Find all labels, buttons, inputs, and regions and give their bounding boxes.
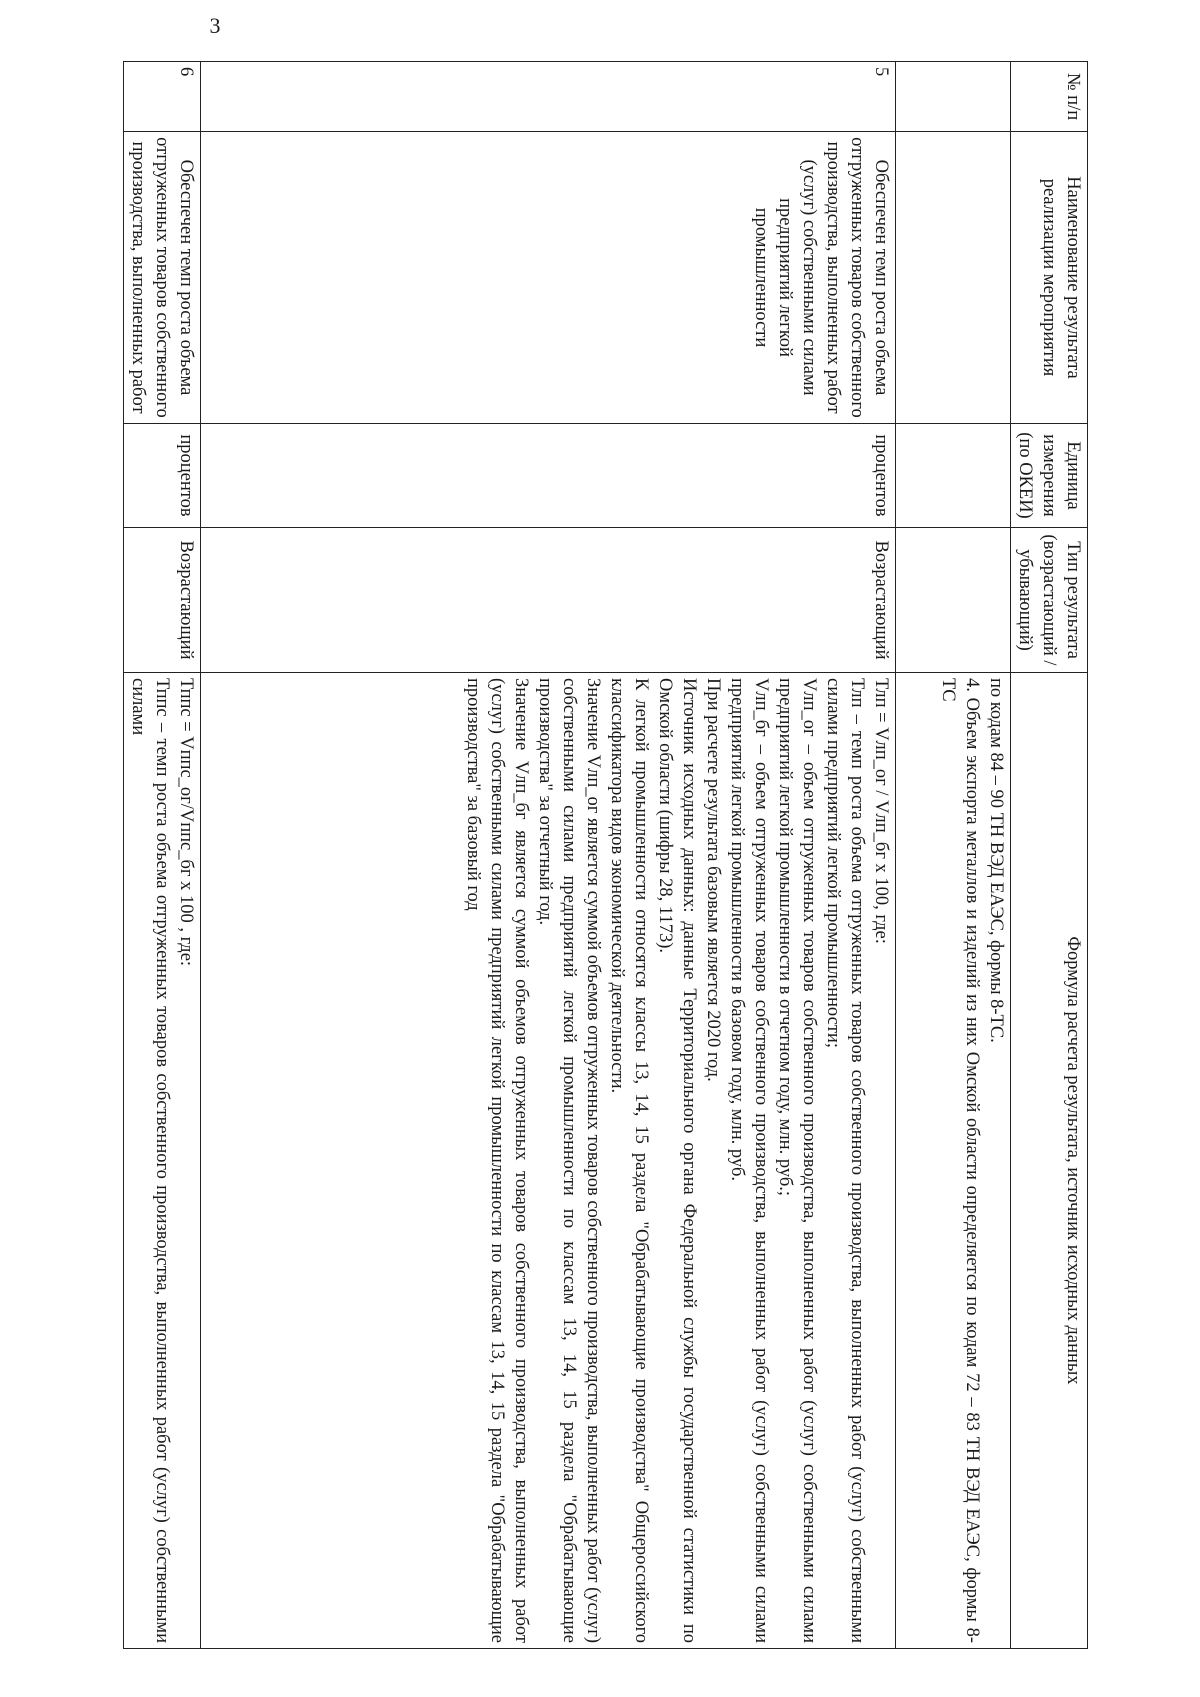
cont-unit [896, 424, 1011, 528]
cont-num [896, 62, 1011, 132]
formula-line: Значение Vлп_ог является суммой объемов отгруженных товаров собственного производства, выполненных работ (услуг) собственными силами предприятий легкой промышленности по классам 13, 14, 15 раздела "Обрабатывающие производства" за отчетный год. [535, 678, 603, 1643]
cont-name [896, 132, 1011, 424]
row-num: 6 [124, 62, 201, 132]
table-header-row [1011, 62, 1088, 1649]
cont-formula [896, 673, 1011, 1649]
formula-line: Vлп_бг – объем отгруженных товаров собственного производства, выполненных работ (услуг) собственными силами предприятий легкой промышленности в базовом году, млн. руб. [727, 678, 771, 1643]
header-num: № п/п [1011, 62, 1088, 132]
formula-line: Значение Vлп_бг является суммой объемов отгруженных товаров собственного производства, выполненных работ (услуг) собственными силами предприятий легкой промышленности по классам 13, 14, 15 раздела "Обрабатывающие производства" за базовый год [463, 678, 531, 1643]
row-name: Обеспечен темп роста объема отгруженных товаров собственного производства, выполненных работ (услуг) собственными силами предприятий легкой промышленности [201, 132, 896, 424]
formula-line: Тппс – темп роста объема отгруженных товаров собственного производства, выполненных работ (услуг) собственными силами [128, 678, 172, 1643]
header-name: Наименование результата реализации мероприятия [1011, 132, 1088, 424]
row-formula [124, 673, 201, 1649]
rotated-landscape-page [112, 13, 1088, 1648]
results-table [123, 61, 1088, 1649]
table-row-continuation [896, 62, 1011, 1649]
formula-line: К легкой промышленности относятся классы 13, 14, 15 раздела "Обрабатывающие производства" Общероссийского классификатора видов экономической деятельности. [607, 678, 651, 1643]
header-unit: Единица измерения (по ОКЕИ) [1011, 424, 1088, 528]
table-row [124, 62, 201, 1649]
row-name: Обеспечен темп роста объема отгруженных товаров собственного производства, выполненных работ [124, 132, 201, 424]
table-row [201, 62, 896, 1649]
row-unit: процентов [201, 424, 896, 528]
formula-line: Источник исходных данных: данные Территориального органа Федеральной службы государственной статистики по Омской области (шифры 28, 1173). [655, 678, 699, 1643]
formula-line: Тлп – темп роста объема отгруженных товаров собственного производства, выполненных работ (услуг) собственными силами предприятий легкой промышленности; [823, 678, 867, 1643]
formula-line: При расчете результата базовым является 2020 год. [703, 678, 723, 1082]
row-unit: процентов [124, 424, 201, 528]
cont-type [896, 528, 1011, 673]
row-formula [201, 673, 896, 1649]
header-type: Тип результата (возрастающий / убывающий) [1011, 528, 1088, 673]
formula-line: Тппс = Vппс_ог/Vппс_бг х 100 , где: [176, 678, 196, 967]
row-type: Возрастающий [201, 528, 896, 673]
row-num: 5 [201, 62, 896, 132]
cont-formula-line: 4. Объем экспорта металлов и изделий из них Омской области определяется по кодам 72 – 83 ТН ВЭД ЕАЭС, формы 8-ТС [938, 678, 982, 1643]
header-formula: Формула расчета результата, источник исходных данных [1011, 673, 1088, 1649]
row-type: Возрастающий [124, 528, 201, 673]
formula-line: Vлп_ог – объем отгруженных товаров собственного производства, выполненных работ (услуг) собственными силами предприятий легкой промышленности в отчетном году, млн. руб.; [775, 678, 819, 1643]
page-number: 3 [209, 13, 221, 38]
cont-formula-line: по кодам 84 – 90 ТН ВЭД ЕАЭС, формы 8-ТС. [986, 678, 1006, 1043]
formula-line: Тлп = Vлп_ог / Vлп_бг х 100, где: [871, 678, 891, 944]
